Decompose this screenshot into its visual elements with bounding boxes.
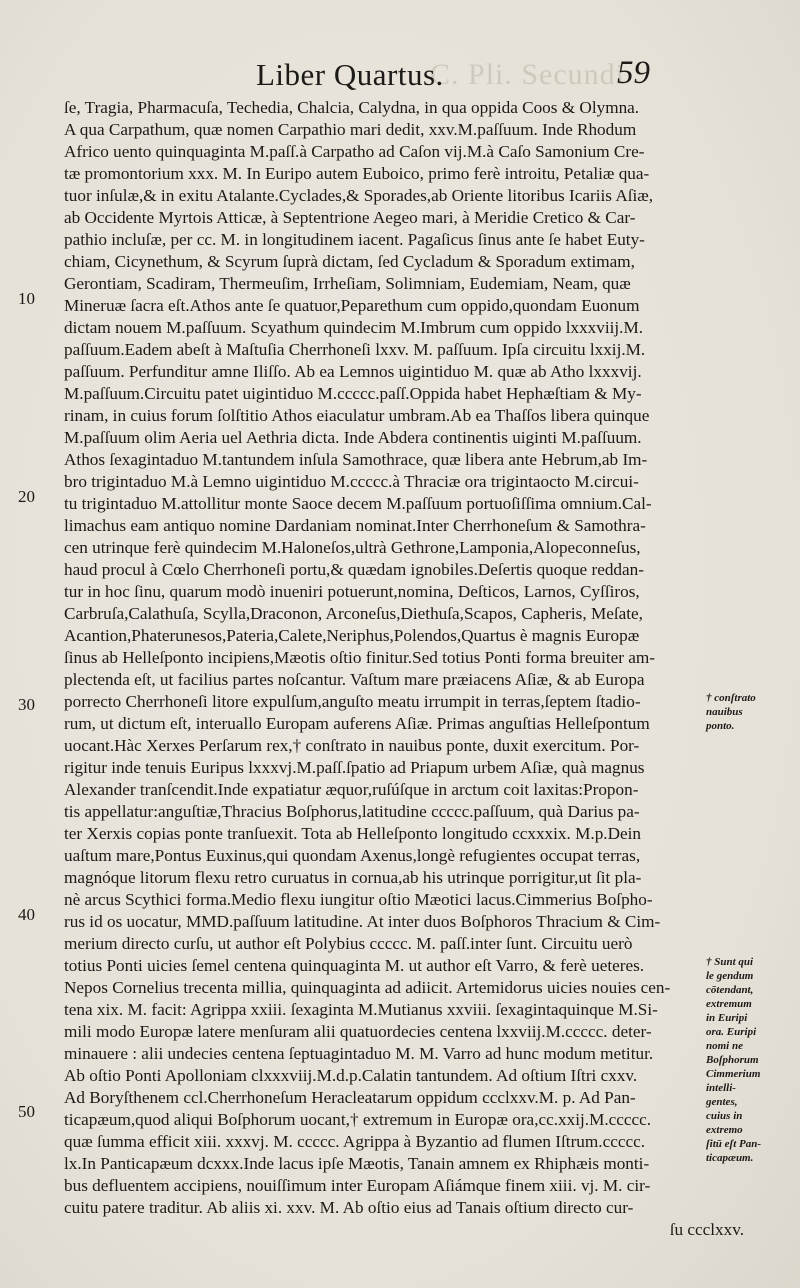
marginal-note-2: † Sunt qui le gendum cōtendant, extremum in Euripi ora. Euripi nomi ne Boſphorum Cimmerium intelligentes, cuius in extremo ſitū eſt Panticapæum. (706, 956, 762, 1164)
text-line: ſe, Tragia, Pharmacuſa, Techedia, Chalcia, Calydna, in qua oppida Coos & Olymna. (64, 98, 640, 117)
text-line: dictam nouem M.paſſuum. Scyathum quindecim M.Imbrum cum oppido lxxxviij.M. (64, 318, 644, 337)
text-line: lx.In Panticapæum dcxxx.Inde lacus ipſe Mæotis, Tanain amnem ex Rhiphæis monti- (64, 1154, 650, 1173)
text-line: rigitur inde tenuis Euripus lxxxvj.M.paſſ.ſpatio ad Priapum urbem Aſiæ, quà magnus (64, 758, 645, 777)
text-line: rinam, in cuius forum ſolſtitio Athos eiaculatur umbram.Ab ea Thaſſos libera quinque (64, 406, 650, 425)
text-line: totius Ponti uicies ſemel centena quinquaginta M. ut author eſt Varro, & ferè ueteres. (64, 956, 645, 975)
text-line: Acantion,Phaterunesos,Pateria,Calete,Neriphus,Polendos,Quartus è magnis Europæ (64, 626, 640, 645)
text-line: quæ ſumma efficit xiii. xxxvj. M. ccccc. Agrippa à Byzantio ad flumen Iſtrum.ccccc. (64, 1132, 646, 1151)
text-line: limachus eam antiquo nomine Dardaniam nominat.Inter Cherrhoneſum & Samothra- (64, 516, 646, 535)
text-line: Athos ſexagintaduo M.tantundem inſula Samothrace, quæ libera ante Hebrum,ab Im- (64, 450, 648, 469)
text-line: chiam, Cicynethum, & Scyrum ſuprà dictam, ſed Cycladum & Sporadum extimam, (64, 252, 635, 271)
text-line: Africo uento quinquaginta M.paſſ.à Carpatho ad Caſon vij.M.à Caſo Samonium Cre- (64, 142, 645, 161)
line-number-10: 10 (18, 289, 35, 308)
line-number-30: 30 (18, 695, 35, 714)
text-line: ticapæum,quod aliqui Boſphorum uocant,† extremum in Europæ ora,cc.xxij.M.ccccc. (64, 1110, 652, 1129)
text-line: Nepos Cornelius trecenta millia, quinquaginta ad adiicit. Artemidorus uicies nouies cen- (64, 978, 671, 997)
text-line: haud procul à Cœlo Cherrhoneſi portu,& quædam ignobiles.Deſertis quoque reddan- (64, 560, 644, 579)
text-line: tæ promontorium xxx. M. In Euripo autem Euboico, primo ferè introitu, Petaliæ qua- (64, 164, 650, 183)
marginal-note-1: † conſtrato nauibus ponto. (706, 692, 756, 732)
text-line: Alexander tranſcendit.Inde expatiatur æquor,ruſúſque in arctum coit laxitas:Propon- (64, 780, 639, 799)
text-line: paſſuum. Perfunditur amne Iliſſo. Ab ea Lemnos uigintiduo M. quæ ab Atho lxxxvij. (64, 362, 642, 381)
text-line: mili modo Europæ latere menſuram alii quatuordecies centena lxxviij.M.ccccc. deter- (64, 1022, 652, 1041)
bleed-through-text: C. Pli. Secundi (430, 58, 626, 91)
text-line: rus id os uocatur, MMD.paſſuum latitudine. At inter duos Boſphoros Thracium & Cim- (64, 912, 661, 931)
text-line: minauere : alii undecies centena ſeptuagintaduo M. M. Varro ad hunc modum metitur. (64, 1044, 654, 1063)
text-line: Gerontiam, Scadiram, Thermeuſim, Irrheſiam, Solimniam, Eudemiam, Neam, quæ (64, 274, 631, 293)
text-line: tur in hoc ſinu, quarum modò inueniri potuerunt,nomina, Deſticos, Larnos, Cyſſiros, (64, 582, 640, 601)
text-line: Mineruæ ſacra eſt.Athos ante ſe quatuor,Peparethum cum oppido,quondam Euonum (64, 296, 640, 315)
text-line: A qua Carpathum, quæ nomen Carpathio mari dedit, xxv.M.paſſuum. Inde Rhodum (64, 120, 637, 139)
text-line: uaſtum mare,Pontus Euxinus,qui quondam Axenus,longè refugientes occupat terras, (64, 846, 641, 865)
text-line: pathio incluſæ, per cc. M. in longitudinem iacent. Pagaſicus ſinus ante ſe habet Euty- (64, 230, 645, 249)
line-number-20: 20 (18, 487, 35, 506)
line-number-50: 50 (18, 1102, 35, 1121)
running-head: Liber Quartus. (256, 57, 444, 92)
text-line: paſſuum.Eadem abeſt à Maſtuſia Cherrhoneſi lxxv. M. paſſuum. Ipſa circuitu lxxij.M. (64, 340, 646, 359)
text-line: M.paſſuum.Circuitu patet uigintiduo M.ccccc.paſſ.Oppida habet Hephæſtiam & My- (64, 384, 642, 403)
text-line: tis appellatur:anguſtiæ,Thracius Boſphorus,latitudine ccccc.paſſuum, quà Darius pa- (64, 802, 640, 821)
text-line: ſu ccclxxv. (669, 1220, 744, 1239)
text-line: Carbruſa,Calathuſa, Scylla,Draconon, Arconeſus,Diethuſa,Scapos, Capheris, Meſate, (64, 604, 643, 623)
text-line: ter Xerxis copias ponte tranſuexit. Tota ab Helleſponto longitudo ccxxxix. M.p.Dein (64, 824, 641, 843)
text-line: merium directo curſu, ut author eſt Polybius ccccc. M. paſſ.inter ſunt. Circuitu uerò (64, 934, 633, 953)
text-line: magnóque litorum flexu retro curuatus in cornua,ab his utrinque porrigitur,ut ſit pla- (64, 868, 642, 887)
text-line: porrecto Cherrhoneſi litore expulſum,anguſto meatu irrumpit in terras,ſeptem ſtadio- (64, 692, 641, 711)
text-line: tu trigintaduo M.attollitur monte Saoce decem M.paſſuum portuoſiſſima omnium.Cal- (64, 494, 652, 513)
line-number-40: 40 (18, 905, 35, 924)
text-line: ab Occidente Myrtois Atticæ, à Septentrione Aegeo mari, à Meridie Cretico & Car- (64, 208, 636, 227)
text-line: bro trigintaduo M.à Lemno uigintiduo M.ccccc.à Thraciæ ora trigintaocto M.circui- (64, 472, 639, 491)
text-line: M.paſſuum olim Aeria uel Aethria dicta. Inde Abdera continentis uiginti M.paſſuum. (64, 428, 642, 447)
text-line: Ab oſtio Ponti Apolloniam clxxxviij.M.d.p.Calatin tantundem. Ad oſtium Iſtri cxxv. (64, 1066, 638, 1085)
text-line: cen utrinque ferè quindecim M.Haloneſos,ultrà Gethrone,Lamponia,Alopeconneſus, (64, 538, 641, 557)
text-line: plectenda eſt, ut facilius partes noſcantur. Vaſtum mare præiacens Aſiæ, & ab Europa (64, 670, 645, 689)
main-text-block (64, 97, 744, 1241)
text-line: cuitu patere traditur. Ab aliis xi. xxv. M. Ab oſtio eius ad Tanais oſtium directo cur- (64, 1198, 634, 1217)
text-line: rum, ut dictum eſt, interuallo Europam auferens Aſiæ. Primas anguſtias Helleſpontum (64, 714, 650, 733)
page-number: 59 (617, 55, 650, 91)
text-line: bus defluentem accipiens, nouiſſimum inter Europam Aſiámque finem xiii. vj. M. cir- (64, 1176, 651, 1195)
text-line: tena xix. M. facit: Agrippa xxiii. ſexaginta M.Mutianus xxviii. ſexagintaquinque M.Si- (64, 1000, 658, 1019)
text-line: tuor inſulæ,& in exitu Atalante.Cyclades,& Sporades,ab Oriente litoribus Icariis Aſiæ, (64, 186, 654, 205)
text-line: uocant.Hàc Xerxes Perſarum rex,† conſtrato in nauibus ponte, duxit exercitum. Por- (64, 736, 640, 755)
text-line: ſinus ab Helleſponto incipiens,Mæotis oſtio finitur.Sed totius Ponti forma breuiter am- (64, 648, 655, 667)
text-line: nè arcus Scythici forma.Medio flexu iungitur oſtio Mæotici lacus.Cimmerius Boſpho- (64, 890, 653, 909)
text-line: Ad Boryſthenem ccl.Cherrhoneſum Heracleatarum oppidum ccclxxv.M. p. Ad Pan- (64, 1088, 636, 1107)
